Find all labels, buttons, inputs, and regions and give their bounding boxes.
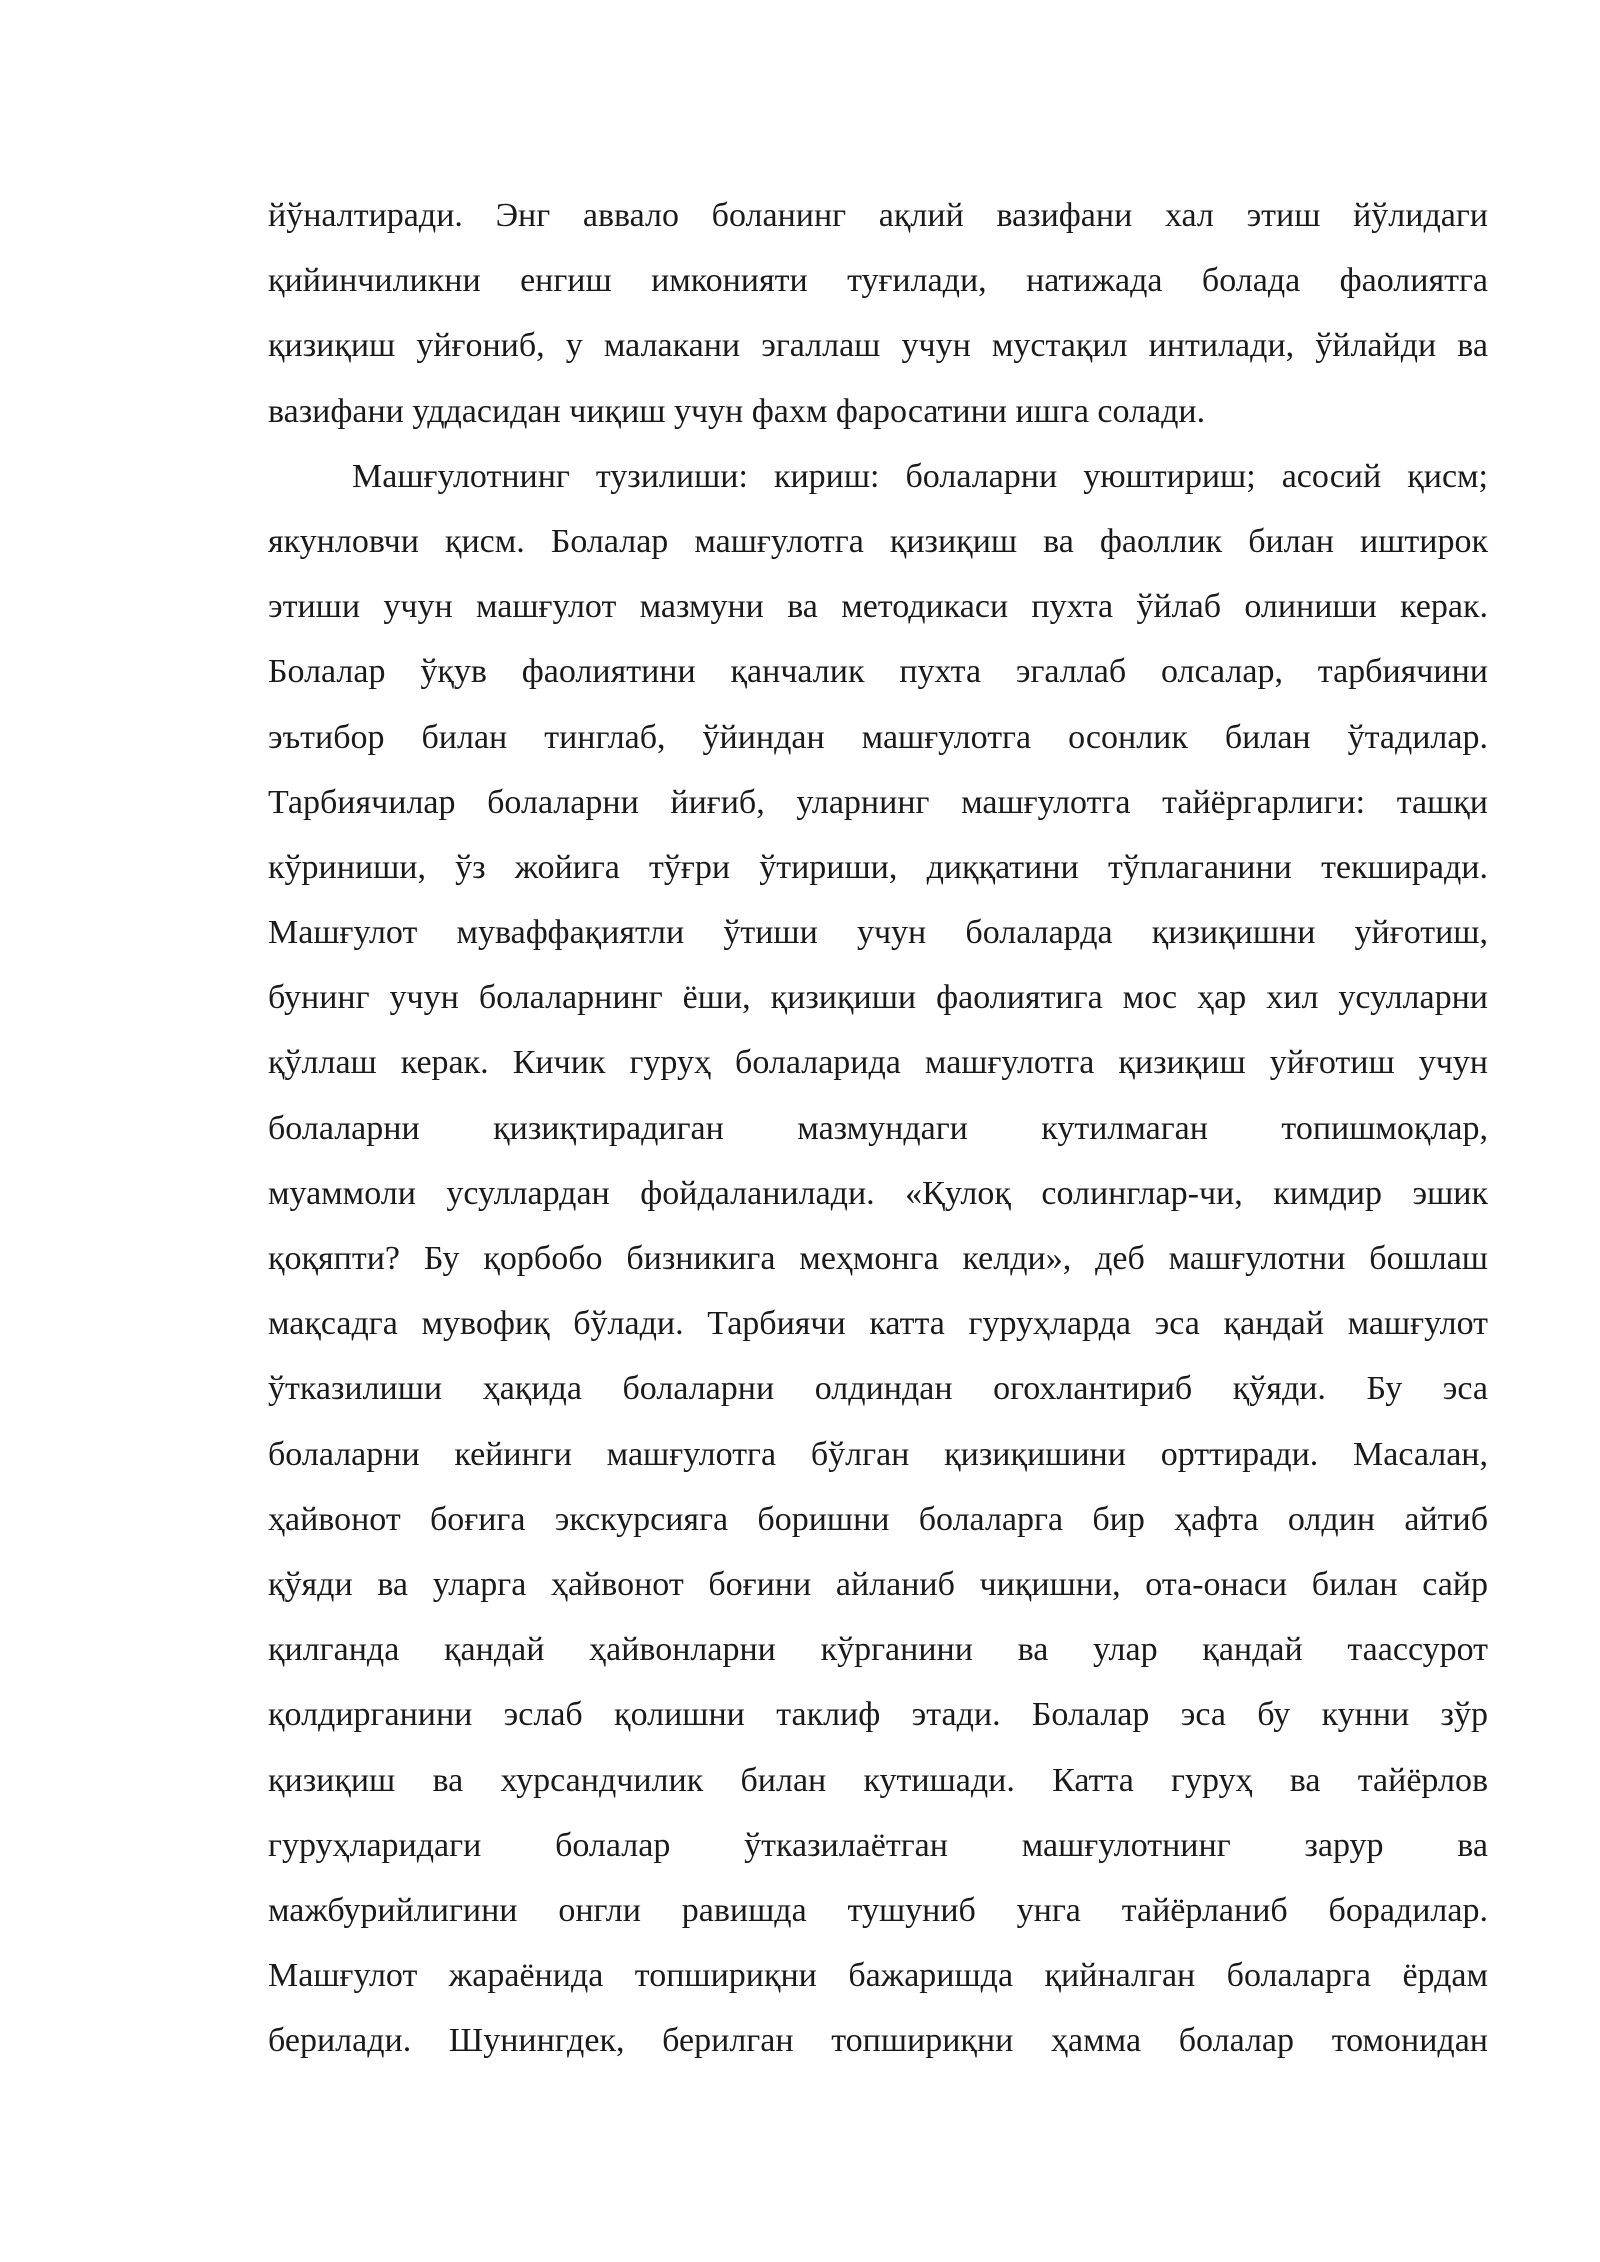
text-line: берилади. Шунингдек, берилган топшириқни ҳамма болалар томонидан [268, 2022, 1488, 2060]
text-line: Машғулотнинг тузилиши: кириш: болаларни уюштириш; асосий қисм; [352, 457, 1488, 495]
text-line: бунинг учун болаларнинг ёши, қизиқиши фаолиятига мос ҳар хил усулларни [268, 979, 1488, 1017]
text-line: муаммоли усуллардан фойдаланилади. «Қулоқ солинглар-чи, кимдир эшик [268, 1174, 1488, 1212]
text-line: мақсадга мувофиқ бўлади. Тарбиячи катта гуруҳларда эса қандай машғулот [268, 1305, 1488, 1343]
text-line: болаларни қизиқтирадиган мазмундаги кутилмаган топишмоқлар, [268, 1109, 1488, 1147]
text-line: болаларни кейинги машғулотга бўлган қизиқишини орттиради. Масалан, [268, 1435, 1488, 1473]
text-line: қизиқиш уйғониб, у малакани эгаллаш учун мустақил интилади, ўйлайди ва [268, 327, 1488, 365]
text-line: ҳайвонот боғига экскурсияга боришни болаларга бир ҳафта олдин айтиб [268, 1500, 1488, 1538]
text-line: кўриниши, ўз жойига тўғри ўтириши, диққатини тўплаганини текширади. [268, 848, 1488, 886]
text-line: гуруҳларидаги болалар ўтказилаётган машғулотнинг зарур ва [268, 1826, 1488, 1864]
text-line: Болалар ўқув фаолиятини қанчалик пухта эгаллаб олсалар, тарбиячини [268, 653, 1488, 691]
text-line: ўтказилиши ҳақида болаларни олдиндан огохлантириб қўяди. Бу эса [268, 1370, 1488, 1408]
text-line: қўяди ва уларга ҳайвонот боғини айланиб чиқишни, ота-онаси билан сайр [268, 1565, 1488, 1603]
text-line: йўналтиради. Энг аввало боланинг ақлий вазифани хал этиш йўлидаги [268, 197, 1488, 234]
text-line: якунловчи қисм. Болалар машғулотга қизиқиш ва фаоллик билан иштирок [268, 522, 1488, 560]
text-line: этиши учун машғулот мазмуни ва методикаси пухта ўйлаб олиниши керак. [268, 588, 1488, 626]
text-line: мажбурийлигини онгли равишда тушуниб унга тайёрланиб борадилар. [268, 1891, 1488, 1929]
body-text [268, 183, 1488, 2073]
text-line: қоқяпти? Бу қорбобо бизникига меҳмонга келди», деб машғулотни бошлаш [268, 1240, 1488, 1277]
text-line: Машғулот жараёнида топшириқни бажаришда қийналган болаларга ёрдам [268, 1957, 1488, 1995]
text-line: Машғулот муваффақиятли ўтиши учун болаларда қизиқишни уйғотиш, [268, 914, 1488, 952]
text-line: қизиқиш ва хурсандчилик билан кутишади. Катта гуруҳ ва тайёрлов [268, 1761, 1488, 1799]
text-line: вазифани уддасидан чиқиш учун фахм фаросатини ишга солади. [268, 392, 1206, 430]
text-line: Тарбиячилар болаларни йиғиб, уларнинг машғулотга тайёргарлиги: ташқи [268, 783, 1488, 821]
text-line: қийинчиликни енгиш имконияти туғилади, натижада болада фаолиятга [268, 262, 1488, 300]
text-line: қўллаш керак. Кичик гуруҳ болаларида машғулотга қизиқиш уйғотиш учун [268, 1044, 1488, 1082]
text-line: қилганда қандай ҳайвонларни кўрганини ва улар қандай таассурот [268, 1631, 1488, 1669]
text-line: қолдирганини эслаб қолишни таклиф этади. Болалар эса бу кунни зўр [268, 1696, 1488, 1734]
text-line: эътибор билан тинглаб, ўйиндан машғулотга осонлик билан ўтадилар. [268, 718, 1488, 756]
